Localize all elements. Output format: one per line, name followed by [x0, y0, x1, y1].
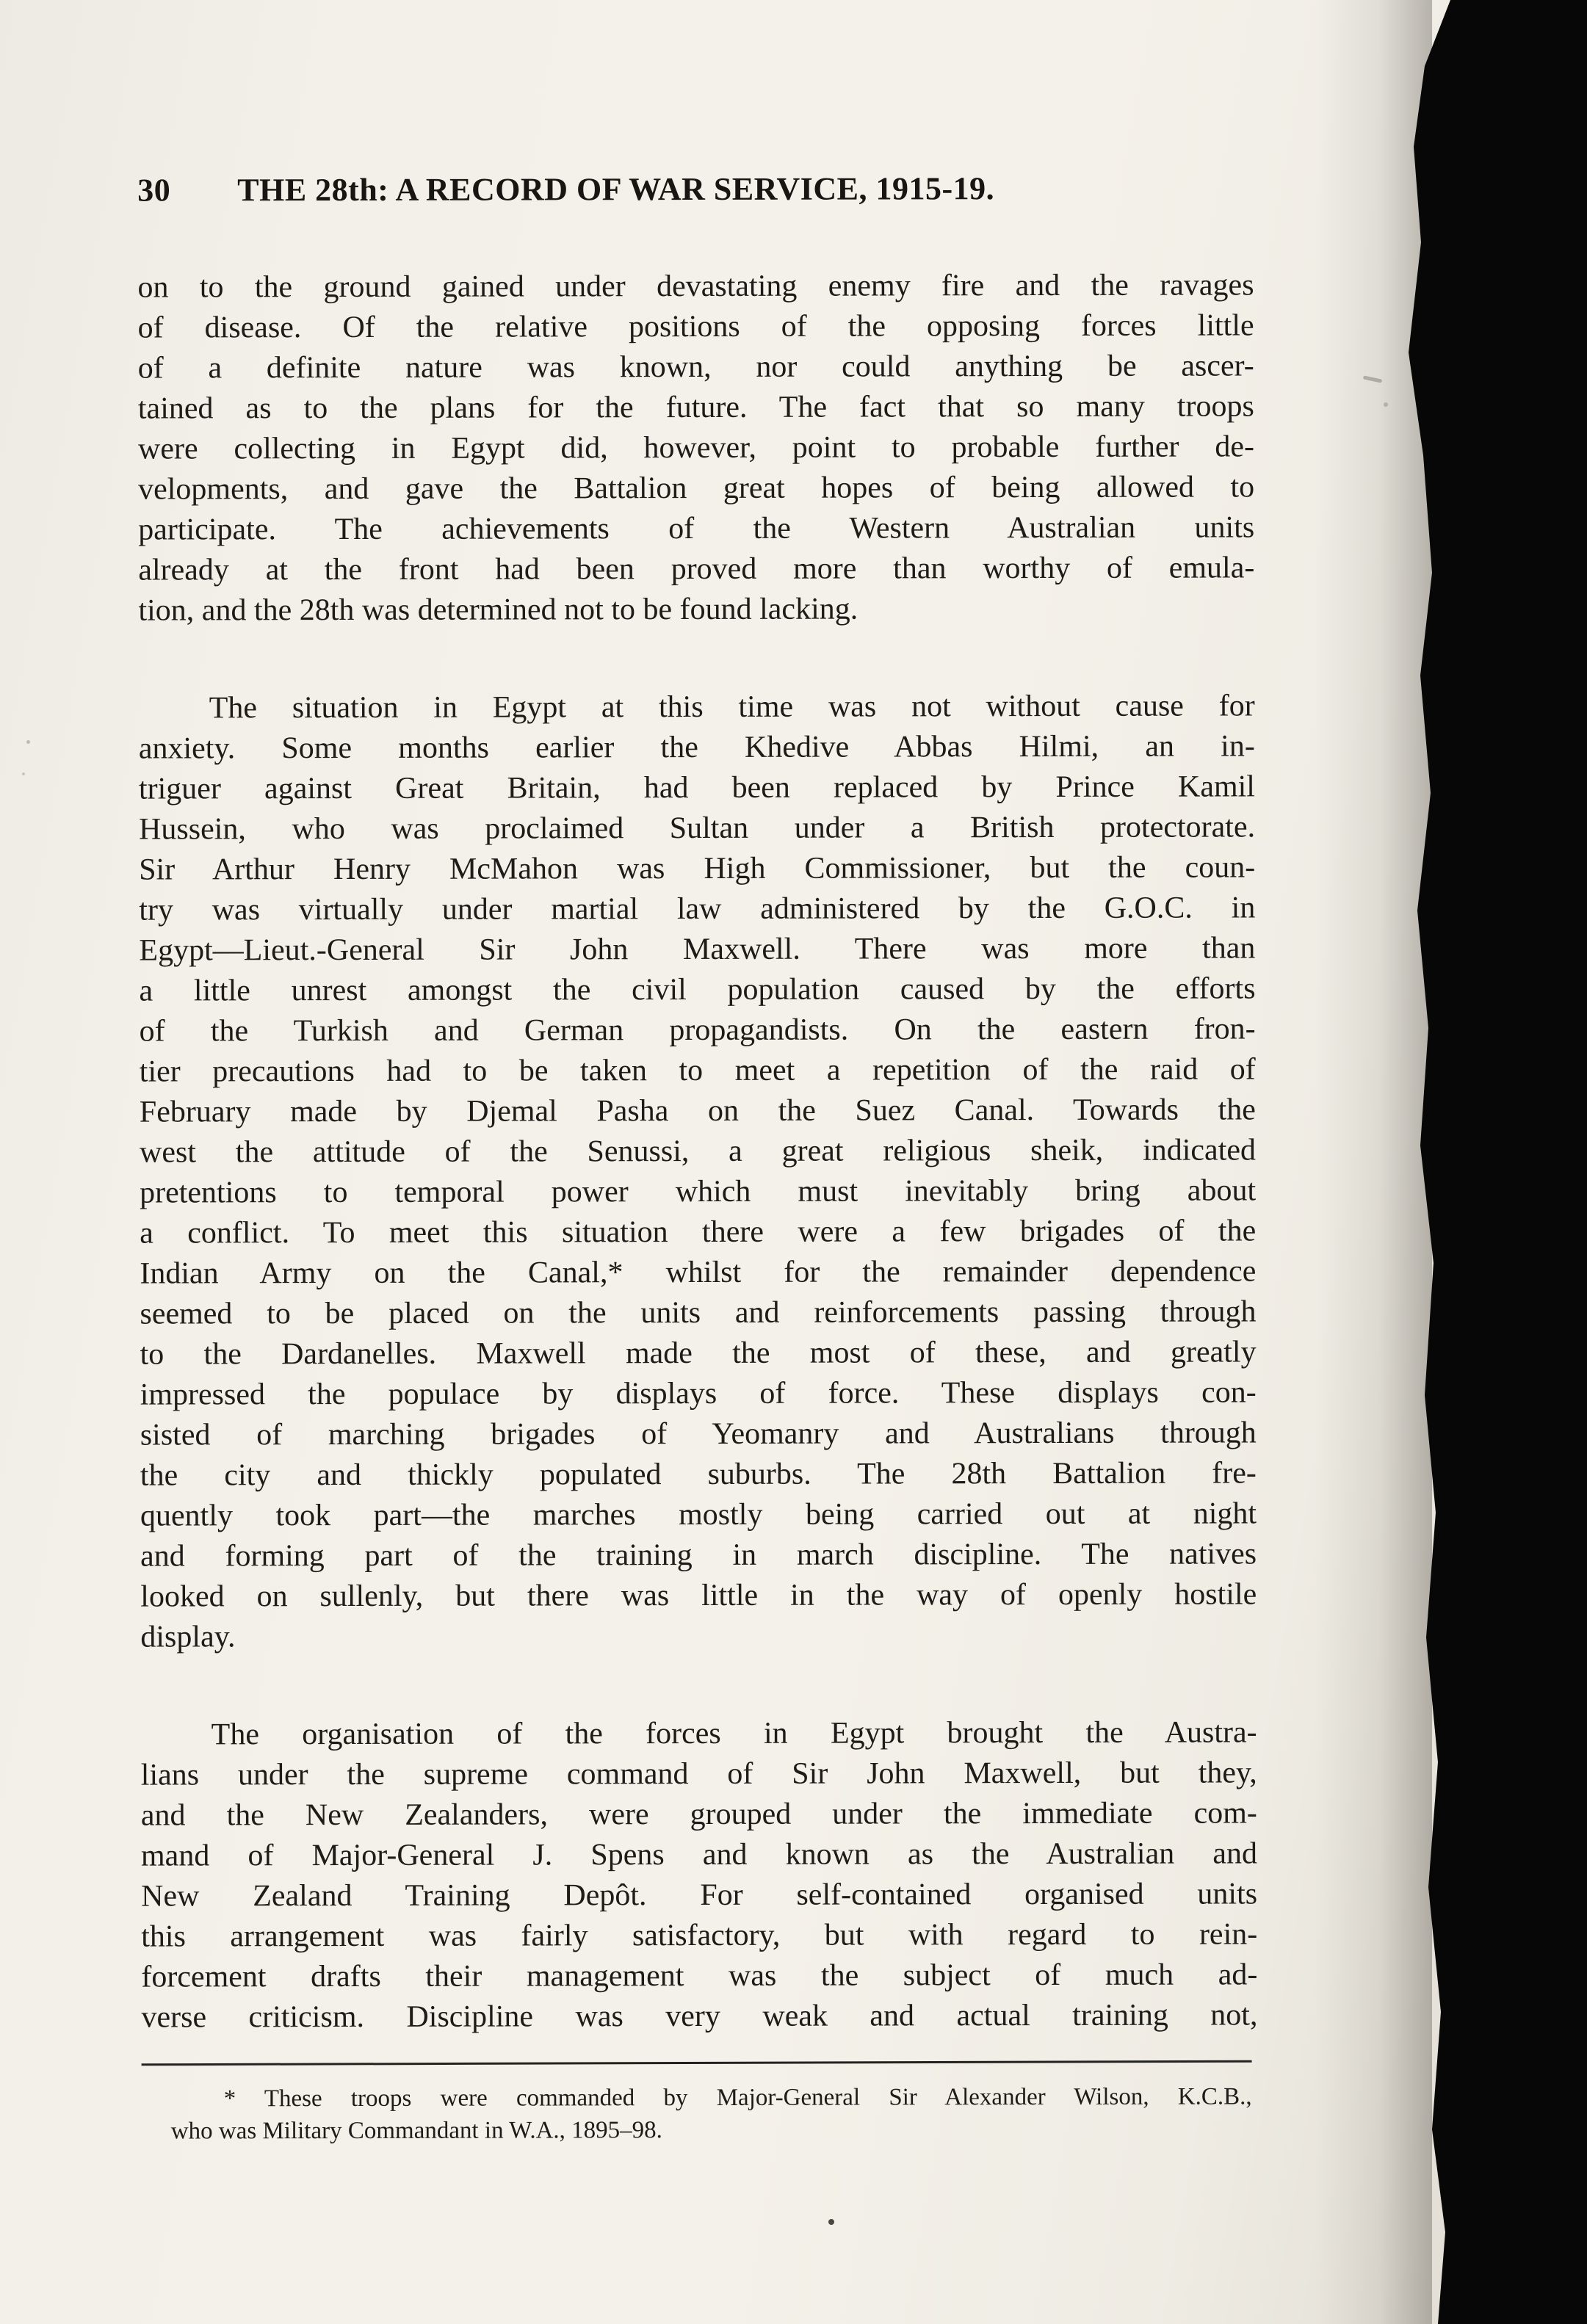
text-line: verse criticism. Discipline was very weak and actual training not, — [141, 1998, 1258, 2035]
text-line: Hussein, who was proclaimed Sultan under a British protectorate. — [139, 810, 1256, 847]
text-line: tier precautions had to be taken to meet a repetition of the raid of — [139, 1052, 1256, 1089]
text-line: already at the front had been proved more than worthy of emula- — [138, 551, 1255, 587]
text-line: to the Dardanelles. Maxwell made the most of these, and greatly — [140, 1335, 1257, 1372]
ink-speck — [22, 772, 25, 775]
footnote-rule — [142, 2060, 1252, 2066]
paragraph — [139, 686, 1257, 1657]
text-line: this arrangement was fairly satisfactory, but with regard to rein- — [141, 1917, 1258, 1954]
page-body — [137, 265, 1257, 2038]
text-line: seemed to be placed on the units and reinforcements passing through — [140, 1295, 1257, 1331]
text-line: Indian Army on the Canal,* whilst for the remainder dependence — [140, 1254, 1257, 1291]
text-line: participate. The achievements of the Western Australian units — [138, 510, 1255, 547]
footnote — [171, 2080, 1252, 2147]
text-line: New Zealand Training Depôt. For self-contained organised units — [141, 1877, 1258, 1914]
text-line: looked on sullenly, but there was little in the way of openly hostile — [140, 1577, 1257, 1614]
page-header — [137, 169, 1254, 209]
text-line: display. — [140, 1620, 236, 1654]
text-line: who was Military Commandant in W.A., 1895–98. — [170, 2117, 662, 2145]
text-line: a little unrest amongst the civil population caused by the efforts — [139, 971, 1256, 1008]
ink-speck — [26, 740, 30, 744]
text-line: Egypt—Lieut.-General Sir John Maxwell. There was more than — [139, 931, 1256, 968]
paragraph — [137, 265, 1254, 631]
text-line: tained as to the plans for the future. The fact that so many troops — [137, 389, 1254, 426]
text-line: a conflict. To meet this situation there were a few brigades of the — [140, 1214, 1257, 1250]
paragraph — [141, 1712, 1258, 2038]
text-line: mand of Major-General J. Spens and known as the Australian and — [140, 1836, 1258, 1873]
text-line: triguer against Great Britain, had been replaced by Prince Kamil — [138, 770, 1255, 806]
text-line: on to the ground gained under devastating enemy fire and the ravages — [137, 268, 1254, 305]
text-line: pretentions to temporal power which must inevitably bring about — [140, 1173, 1257, 1210]
text-line: were collecting in Egypt did, however, point to probable further de- — [137, 430, 1255, 466]
text-line: The organisation of the forces in Egypt brought the Austra- — [211, 1715, 1257, 1752]
text-line: sisted of marching brigades of Yeomanry and Australians through — [140, 1416, 1257, 1452]
page-number: 30 — [137, 172, 171, 209]
text-line: try was virtually under martial law administered by the G.O.C. in — [139, 891, 1256, 927]
ink-speck — [828, 2219, 834, 2225]
text-line: of the Turkish and German propagandists. On the eastern fron- — [139, 1012, 1256, 1049]
text-line: quently took part—the marches mostly being carried out at night — [140, 1496, 1257, 1533]
text-line: February made by Djemal Pasha on the Suez Canal. Towards the — [139, 1093, 1256, 1129]
text-line: tion, and the 28th was determined not to be found lacking. — [138, 592, 858, 628]
text-line: The situation in Egypt at this time was not without cause for — [209, 689, 1255, 725]
text-line: velopments, and gave the Battalion great hopes of being allowed to — [138, 470, 1255, 507]
text-line: forcement drafts their management was the subject of much ad- — [141, 1958, 1258, 1994]
page-title: THE 28th: A RECORD OF WAR SERVICE, 1915-19. — [237, 170, 995, 209]
text-line: lians under the supreme command of Sir John Maxwell, but they, — [140, 1756, 1257, 1792]
text-line: anxiety. Some months earlier the Khedive Abbas Hilmi, an in- — [138, 729, 1255, 766]
text-line: of disease. Of the relative positions of the opposing forces little — [137, 308, 1254, 345]
text-line: * These troops were commanded by Major-General Sir Alexander Wilson, K.C.B., — [223, 2083, 1252, 2113]
text-line: and forming part of the training in march discipline. The natives — [140, 1537, 1257, 1574]
text-line: and the New Zealanders, were grouped under the immediate com- — [140, 1796, 1257, 1833]
text-line: of a definite nature was known, nor could anything be ascer- — [137, 349, 1254, 385]
text-line: the city and thickly populated suburbs. The 28th Battalion fre- — [140, 1456, 1257, 1493]
text-line: west the attitude of the Senussi, a great religious sheik, indicated — [139, 1133, 1257, 1170]
text-line: impressed the populace by displays of force. These displays con- — [140, 1375, 1257, 1412]
ink-speck — [1384, 402, 1388, 407]
text-line: Sir Arthur Henry McMahon was High Commissioner, but the coun- — [139, 850, 1256, 887]
page-content — [137, 169, 1258, 2147]
